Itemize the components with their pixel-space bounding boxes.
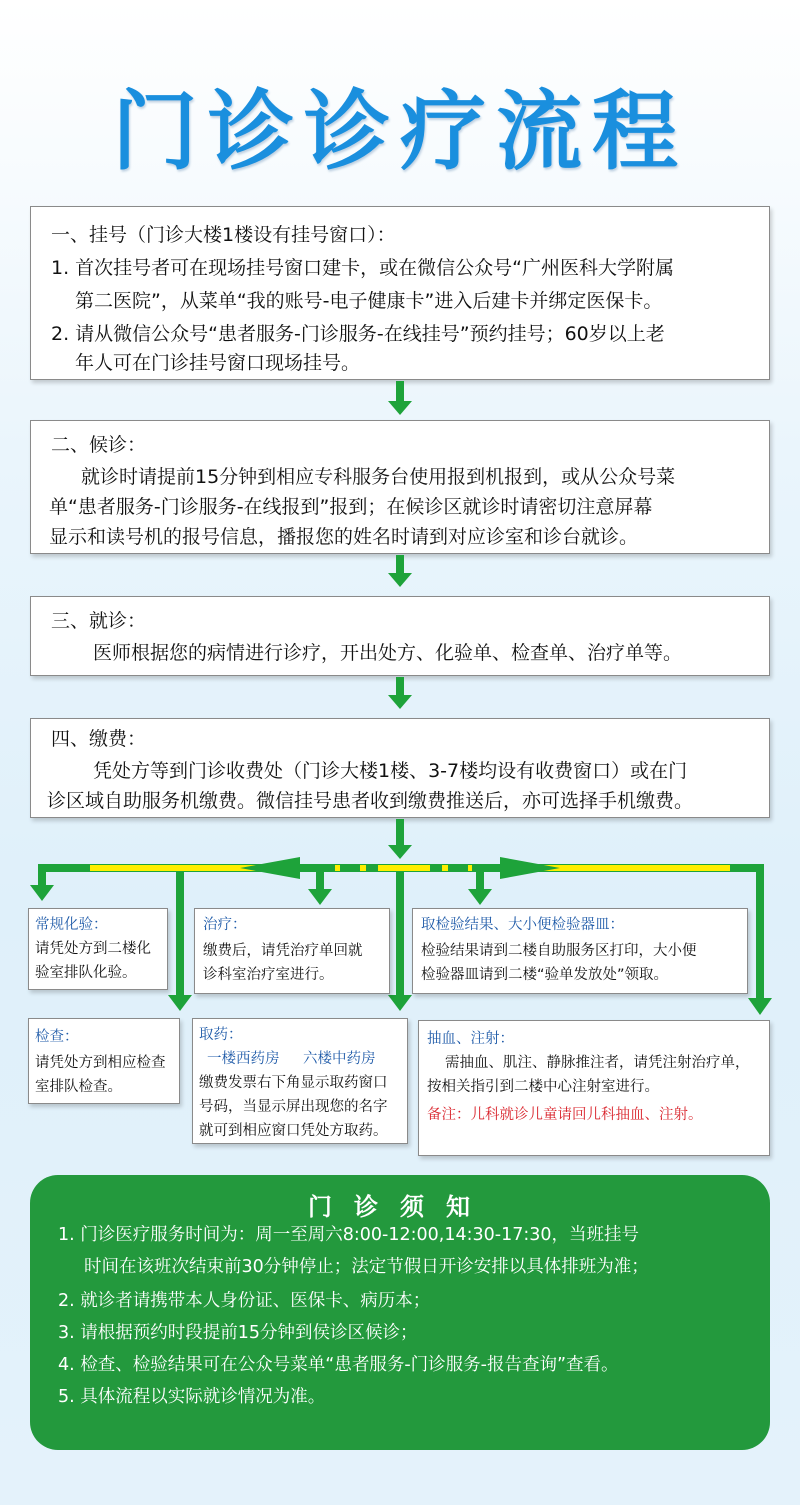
- branch-lab-heading: 常规化验：: [35, 917, 108, 933]
- notice-panel: [30, 1175, 770, 1450]
- branch-medicine-line: 就可到相应窗口凭处方取药。: [199, 1123, 388, 1139]
- branch-treatment-line: 缴费后，请凭治疗单回就: [203, 943, 363, 959]
- step-visit-heading: 三、就诊：: [51, 610, 147, 632]
- step-waiting-line: 显示和读号机的报号信息，播报您的姓名时请到对应诊室和诊台就诊。: [49, 526, 639, 548]
- branch-injection-line: 按相关指引到二楼中心注射室进行。: [427, 1079, 659, 1095]
- branch-medicine-line: 缴费发票右下角显示取药窗口: [199, 1075, 388, 1091]
- branch-treatment-line: 诊科室治疗室进行。: [203, 967, 334, 983]
- branch-treatment-box: [194, 908, 390, 994]
- branch-exam-heading: 检查：: [35, 1029, 79, 1045]
- branch-injection-line: 需抽血、肌注、静脉推注者，请凭注射治疗单，: [445, 1055, 750, 1071]
- notice-line: 时间在该班次结束前30分钟停止；法定节假日开诊安排以具体排班为准；: [84, 1257, 649, 1277]
- branch-results-line: 检验结果请到二楼自助服务区打印，大小便: [421, 943, 697, 959]
- pharmacy-west: 一楼西药房: [207, 1051, 280, 1067]
- step-register-heading: 一、挂号（门诊大楼1楼设有挂号窗口）：: [51, 224, 396, 246]
- step-payment-line: 凭处方等到门诊收费处（门诊大楼1楼、3-7楼均设有收费窗口）或在门: [93, 760, 688, 782]
- step-visit-box: [30, 596, 770, 676]
- step-payment-box: [30, 718, 770, 818]
- branch-lab-line: 请凭处方到二楼化: [35, 941, 151, 957]
- branch-exam-line: 室排队检查。: [35, 1079, 122, 1095]
- notice-line: 5. 具体流程以实际就诊情况为准。: [58, 1387, 326, 1407]
- branch-exam-box: [28, 1018, 180, 1104]
- branch-medicine-box: [192, 1018, 408, 1144]
- branch-results-line: 检验器皿请到二楼“验单发放处”领取。: [421, 967, 669, 983]
- notice-line: 1. 门诊医疗服务时间为：周一至周六8:00-12:00,14:30-17:30，当班挂号: [58, 1225, 640, 1245]
- branch-medicine-heading: 取药：: [199, 1027, 243, 1043]
- notice-line: 3. 请根据预约时段提前15分钟到侯诊区候诊；: [58, 1323, 418, 1343]
- step-payment-heading: 四、缴费：: [51, 728, 147, 750]
- step-waiting-heading: 二、候诊：: [51, 434, 147, 456]
- flow-arrow-down: [396, 677, 404, 697]
- flow-arrow-down: [396, 555, 404, 575]
- branch-medicine-line: 号码，当显示屏出现您的名字: [199, 1099, 388, 1115]
- branch-injection-heading: 抽血、注射：: [427, 1031, 514, 1047]
- branch-lab-line: 验室排队化验。: [35, 965, 137, 981]
- step-waiting-box: [30, 420, 770, 554]
- flow-arrow-down: [396, 819, 404, 847]
- branch-injection-remark: 备注：儿科就诊儿童请回儿科抽血、注射。: [427, 1107, 703, 1123]
- step-register-box: [30, 206, 770, 380]
- branch-injection-box: [418, 1020, 770, 1156]
- page-title: 门诊诊疗流程: [112, 82, 688, 182]
- branch-treatment-heading: 治疗：: [203, 917, 247, 933]
- step-visit-line: 医师根据您的病情进行诊疗，开出处方、化验单、检查单、治疗单等。: [93, 642, 683, 664]
- notice-line: 4. 检查、检验结果可在公众号菜单“患者服务-门诊服务-报告查询”查看。: [58, 1355, 619, 1375]
- step-payment-line: 诊区域自助服务机缴费。微信挂号患者收到缴费推送后，亦可选择手机缴费。: [47, 790, 694, 812]
- flow-arrow-down: [396, 381, 404, 403]
- branch-lab-box: [28, 908, 168, 990]
- notice-title: 门诊须知: [308, 1193, 492, 1221]
- step-register-line: 年人可在门诊挂号窗口现场挂号。: [75, 352, 361, 374]
- branch-results-box: [412, 908, 748, 994]
- notice-line: 2. 就诊者请携带本人身份证、医保卡、病历本；: [58, 1291, 431, 1311]
- step-register-line: 1. 首次挂号者可在现场挂号窗口建卡，或在微信公众号“广州医科大学附属: [51, 257, 675, 279]
- step-waiting-line: 单“患者服务-门诊服务-在线报到”报到；在候诊区就诊时请密切注意屏幕: [49, 496, 653, 518]
- branch-results-heading: 取检验结果、大小便检验器皿：: [421, 917, 624, 933]
- branch-exam-line: 请凭处方到相应检查: [35, 1055, 166, 1071]
- step-waiting-line: 就诊时请提前15分钟到相应专科服务台使用报到机报到，或从公众号菜: [81, 466, 676, 488]
- step-register-line: 2. 请从微信公众号“患者服务-门诊服务-在线挂号”预约挂号；60岁以上老: [51, 323, 665, 345]
- step-register-line: 第二医院”，从菜单“我的账号-电子健康卡”进入后建卡并绑定医保卡。: [75, 290, 663, 312]
- pharmacy-chinese: 六楼中药房: [303, 1051, 376, 1067]
